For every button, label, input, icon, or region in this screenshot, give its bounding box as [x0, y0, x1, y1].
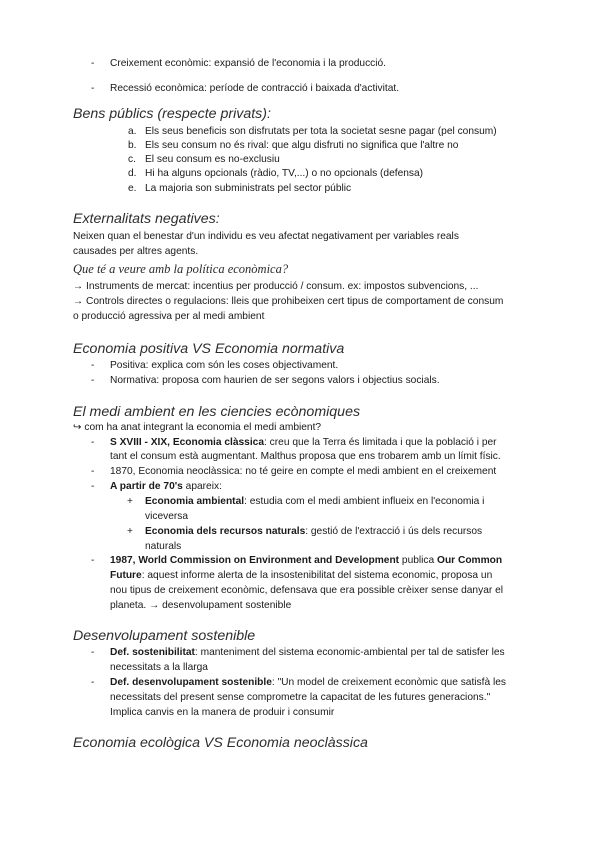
list-item: El seu consum es no-exclusiu [145, 154, 280, 165]
list-item [110, 646, 505, 660]
list-item: La majoria son subministrats pel sector públic [145, 183, 352, 194]
list-item-cont: nou tipus de creixement econòmic, defensava que era possible crèixer sense danyar el [110, 585, 504, 596]
list-marker: b. [128, 140, 137, 151]
bullet-dash: - [91, 360, 95, 371]
arrow-line: → Instruments de mercat: incentius per producció / consum. ex: impostos subvencions, ... [73, 281, 479, 292]
heading-externalitats: Externalitats negatives: [73, 211, 220, 227]
bold-term: 1987, World Commission on Environment and Development [110, 555, 400, 566]
bullet-dash: - [91, 647, 95, 658]
sub-item-cont: naturals [145, 541, 182, 552]
list-item-cont: necessitats del present sense comprometre la capacitat de les futures generacions." [110, 692, 491, 703]
sub-item-cont: viceversa [145, 511, 189, 522]
bold-term: Future [110, 570, 142, 581]
list-item-cont: Implica canvis en la manera de produir i consumir [110, 707, 335, 718]
heading-economia-ecologica: Economia ecològica VS Economia neoclàssica [73, 735, 368, 751]
intro-line: ↪ com ha anat integrant la economia el medi ambient? [73, 422, 322, 433]
item-text: : aquest informe alerta de la insostenibilitat del sistema economic, proposa un [141, 570, 493, 581]
bold-term: Economia dels recursos naturals [145, 526, 306, 537]
item-text: apareix: [182, 481, 222, 492]
paragraph-line: causades per altres agents. [73, 246, 199, 257]
item-text: publica [399, 555, 438, 566]
list-item [110, 554, 502, 568]
list-item [110, 480, 222, 494]
item-text: : creu que la Terra és limitada i que la població i per [264, 437, 497, 448]
sub-item [145, 525, 482, 539]
bullet-dash: - [91, 83, 95, 94]
list-item-cont [110, 569, 492, 583]
bold-term: Our Common [437, 555, 503, 566]
heading-bens-publics: Bens públics (respecte privats): [73, 106, 271, 122]
list-item-cont: necessitats a la llarga [110, 662, 208, 673]
bullet-dash: - [91, 555, 95, 566]
list-item-cont: tant el consum està augmentant. Malthus proposa que ens trobarem amb un límit físic. [110, 451, 501, 462]
list-marker: d. [128, 168, 137, 179]
bold-term: A partir de 70's [110, 481, 183, 492]
item-text: : "Un model de creixement econòmic que satisfà les [271, 677, 506, 688]
bold-term: Economia ambiental [145, 496, 245, 507]
bullet-dash: - [91, 481, 95, 492]
list-item: Positiva: explica com són les coses objectivament. [110, 360, 339, 371]
plus-marker: + [127, 496, 133, 507]
intro-bullet-1: Creixement econòmic: expansió de l'economia i la producció. [110, 58, 387, 69]
bold-term: S XVIII - XIX, Economia clàssica [110, 437, 265, 448]
list-item [110, 436, 497, 450]
list-item [110, 676, 506, 690]
bullet-dash: - [91, 466, 95, 477]
plus-marker: + [127, 526, 133, 537]
paragraph-line: Neixen quan el benestar d'un individu es veu afectat negativament per variables reals [73, 231, 459, 242]
list-item: Els seu consum no és rival: que algu disfruti no significa que l'altre no [145, 140, 459, 151]
list-marker: a. [128, 126, 137, 137]
list-item: Normativa: proposa com haurien de ser segons valors i objectius socials. [110, 375, 440, 386]
heading-positiva: Economia positiva VS Economia normativa [73, 341, 345, 357]
bullet-dash: - [91, 677, 95, 688]
item-text: : manteniment del sistema economic-ambiental per tal de satisfer les [194, 647, 505, 658]
sub-item [145, 495, 484, 509]
bullet-dash: - [91, 437, 95, 448]
bullet-dash: - [91, 375, 95, 386]
item-text: : estudia com el medi ambient influeix en l'economia i [244, 496, 485, 507]
heading-desenvolupament: Desenvolupament sostenible [73, 628, 256, 644]
intro-bullet-2: Recessió econòmica: període de contracció i baixada d'activitat. [110, 83, 400, 94]
list-marker: e. [128, 183, 137, 194]
arrow-line: → Controls directes o regulacions: lleis que prohibeixen cert tipus de comportament de consum [73, 296, 504, 307]
item-text: : gestió de l'extracció i ús dels recursos [305, 526, 483, 537]
bullet-dash: - [91, 58, 95, 69]
list-item-cont: planeta. → desenvolupament sostenible [110, 600, 292, 611]
heading-medi-ambient: El medi ambient en les ciencies ecònomiques [73, 404, 361, 420]
list-item: Els seus beneficis son disfrutats per tota la societat sesne pagar (pel consum) [145, 126, 497, 137]
list-marker: c. [128, 154, 136, 165]
list-item: Hi ha alguns opcionals (ràdio, TV,...) o no opcionals (defensa) [145, 168, 424, 179]
arrow-line: o producció agressiva per al medi ambient [73, 311, 265, 322]
bold-term: Def. desenvolupament sostenible [110, 677, 272, 688]
list-item: 1870, Economia neoclàssica: no té geire en compte el medi ambient en el creixement [110, 466, 497, 477]
bold-term: Def. sostenibilitat [110, 647, 195, 658]
subheading-politica: Que té a veure amb la política econòmica? [73, 262, 289, 276]
